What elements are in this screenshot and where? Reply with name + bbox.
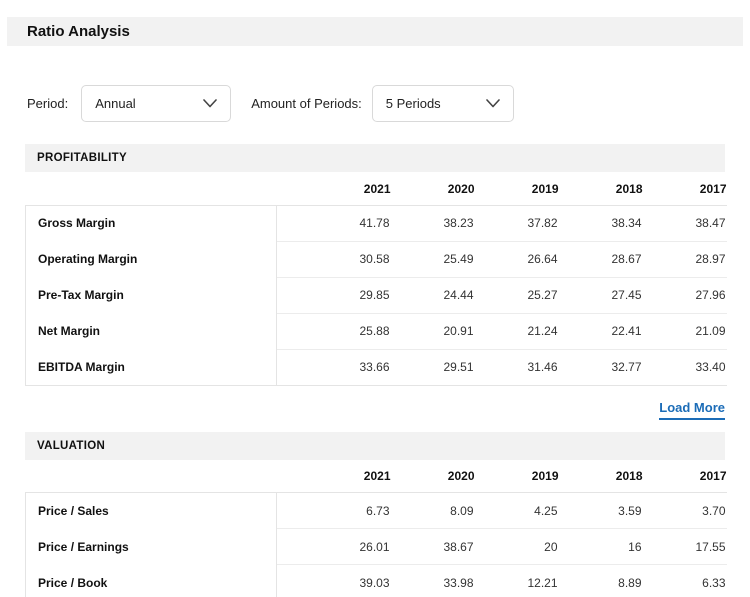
metric-value: 20: [475, 529, 559, 565]
metric-value: 25.27: [475, 277, 559, 313]
page-title: Ratio Analysis: [27, 23, 130, 40]
metric-value: 12.21: [475, 565, 559, 597]
table-row: [26, 205, 727, 241]
metric-label: Gross Margin: [26, 205, 277, 241]
chevron-down-icon: [203, 99, 217, 108]
metric-value: 17.55: [643, 529, 727, 565]
metric-value: 32.77: [559, 349, 643, 385]
metric-value: 26.64: [475, 241, 559, 277]
spacer-cell: [277, 493, 307, 529]
metric-label: Pre-Tax Margin: [26, 277, 277, 313]
year-header: 2021: [307, 172, 391, 205]
metric-value: 27.45: [559, 277, 643, 313]
metric-value: 30.58: [307, 241, 391, 277]
year-header: 2021: [307, 460, 391, 493]
period-label: Period:: [27, 96, 69, 111]
metric-value: 8.09: [391, 493, 475, 529]
metric-value: 28.67: [559, 241, 643, 277]
metric-label: Operating Margin: [26, 241, 277, 277]
metric-label: Net Margin: [26, 313, 277, 349]
table-row: [26, 241, 727, 277]
amount-of-periods-label: Amount of Periods:: [251, 96, 362, 111]
metric-value: 22.41: [559, 313, 643, 349]
section-title: VALUATION: [37, 439, 106, 452]
year-header-row: [26, 460, 727, 493]
metric-column-header: [26, 172, 277, 205]
load-more-link[interactable]: Load More: [659, 400, 725, 420]
metric-value: 38.67: [391, 529, 475, 565]
metric-value: 16: [559, 529, 643, 565]
section-header-bar: [25, 432, 725, 460]
chevron-down-icon: [486, 99, 500, 108]
page-title-bar: [7, 17, 743, 46]
spacer-cell: [277, 277, 307, 313]
spacer-cell: [277, 205, 307, 241]
spacer-cell: [277, 565, 307, 597]
metric-label: Price / Earnings: [26, 529, 277, 565]
metric-value: 3.59: [559, 493, 643, 529]
metric-value: 3.70: [643, 493, 727, 529]
ratio-table: [25, 172, 727, 386]
ratio-section: [25, 432, 725, 597]
metric-value: 27.96: [643, 277, 727, 313]
year-header: 2018: [559, 172, 643, 205]
metric-value: 29.85: [307, 277, 391, 313]
spacer-cell: [277, 349, 307, 385]
metric-column-header: [26, 460, 277, 493]
year-header-row: [26, 172, 727, 205]
metric-label: EBITDA Margin: [26, 349, 277, 385]
metric-value: 28.97: [643, 241, 727, 277]
load-more-container: [25, 399, 725, 419]
spacer-cell: [277, 313, 307, 349]
metric-value: 25.49: [391, 241, 475, 277]
metric-value: 6.33: [643, 565, 727, 597]
year-header: 2020: [391, 460, 475, 493]
metric-value: 39.03: [307, 565, 391, 597]
metric-value: 37.82: [475, 205, 559, 241]
metric-value: 38.23: [391, 205, 475, 241]
amount-of-periods-select-value: 5 Periods: [385, 96, 441, 111]
spacer-cell: [277, 529, 307, 565]
table-row: [26, 529, 727, 565]
amount-of-periods-select[interactable]: [372, 85, 514, 122]
metric-value: 33.98: [391, 565, 475, 597]
table-row: [26, 349, 727, 385]
table-row: [26, 313, 727, 349]
ratio-table: [25, 460, 727, 597]
year-header: 2019: [475, 460, 559, 493]
metric-value: 25.88: [307, 313, 391, 349]
section-header-bar: [25, 144, 725, 172]
metric-value: 26.01: [307, 529, 391, 565]
metric-value: 21.24: [475, 313, 559, 349]
year-header: 2017: [643, 460, 727, 493]
metric-value: 33.40: [643, 349, 727, 385]
metric-value: 8.89: [559, 565, 643, 597]
metric-value: 20.91: [391, 313, 475, 349]
metric-value: 6.73: [307, 493, 391, 529]
metric-value: 38.34: [559, 205, 643, 241]
period-select[interactable]: [81, 85, 231, 122]
metric-value: 38.47: [643, 205, 727, 241]
table-row: [26, 493, 727, 529]
spacer-cell: [277, 241, 307, 277]
table-row: [26, 565, 727, 597]
filter-controls: [27, 85, 725, 122]
metric-value: 24.44: [391, 277, 475, 313]
ratio-section: [25, 144, 725, 419]
metric-value: 41.78: [307, 205, 391, 241]
sections-container: [25, 144, 725, 597]
table-row: [26, 277, 727, 313]
metric-label: Price / Sales: [26, 493, 277, 529]
metric-value: 29.51: [391, 349, 475, 385]
metric-label: Price / Book: [26, 565, 277, 597]
year-header: 2018: [559, 460, 643, 493]
metric-value: 33.66: [307, 349, 391, 385]
metric-value: 21.09: [643, 313, 727, 349]
year-header: 2019: [475, 172, 559, 205]
period-select-value: Annual: [95, 96, 136, 111]
section-title: PROFITABILITY: [37, 152, 127, 164]
metric-value: 31.46: [475, 349, 559, 385]
metric-value: 4.25: [475, 493, 559, 529]
year-header: 2017: [643, 172, 727, 205]
year-header: 2020: [391, 172, 475, 205]
